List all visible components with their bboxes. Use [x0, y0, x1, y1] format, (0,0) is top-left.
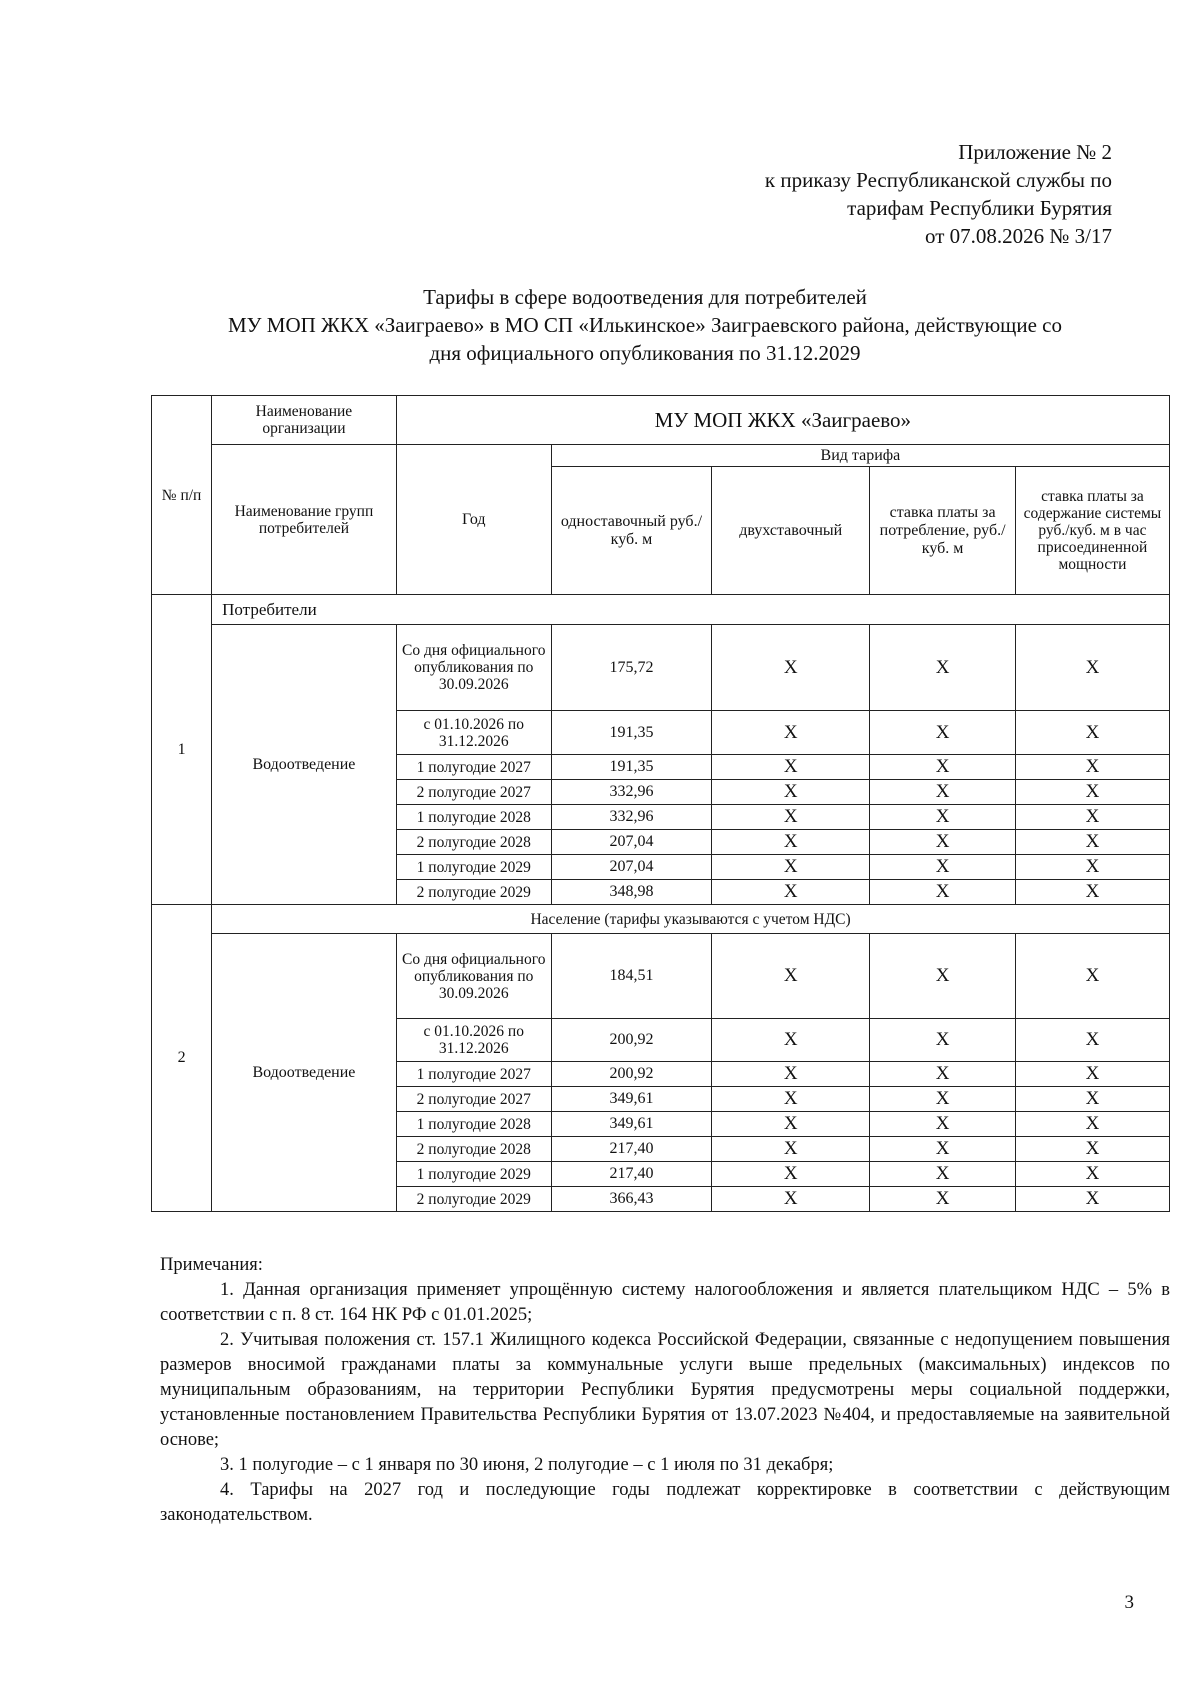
- two-rate-value: Х: [712, 1062, 870, 1087]
- consumption-rate-value: Х: [870, 855, 1016, 880]
- maintenance-rate-value: Х: [1015, 805, 1169, 830]
- period-cell: 2 полугодие 2027: [396, 1087, 551, 1112]
- consumption-rate-value: Х: [870, 880, 1016, 905]
- maintenance-rate-value: Х: [1015, 880, 1169, 905]
- one-rate-value: 200,92: [551, 1062, 711, 1087]
- appendix-header: [592, 138, 1112, 250]
- two-rate-value: Х: [712, 1162, 870, 1187]
- maintenance-rate-value: Х: [1015, 780, 1169, 805]
- maintenance-rate-value: Х: [1015, 625, 1169, 711]
- period-cell: 2 полугодие 2027: [396, 780, 551, 805]
- two-rate-value: Х: [712, 625, 870, 711]
- header-org-label: Наименование организации: [212, 396, 397, 445]
- note-item: 1. Данная организация применяет упрощённую систему налогообложения и является плательщиком НДС – 5% в соответствии с п. 8 ст. 164 НК РФ с 01.01.2025;: [160, 1280, 1170, 1325]
- header-one-rate: одноставочный руб./ куб. м: [551, 467, 711, 595]
- one-rate-value: 349,61: [551, 1087, 711, 1112]
- one-rate-value: 184,51: [551, 934, 711, 1019]
- maintenance-rate-value: Х: [1015, 1162, 1169, 1187]
- period-cell: с 01.10.2026 по 31.12.2026: [396, 711, 551, 755]
- appendix-line: от 07.08.2026 № 3/17: [924, 224, 1112, 248]
- document-title: [150, 283, 1140, 367]
- maintenance-rate-value: Х: [1015, 711, 1169, 755]
- one-rate-value: 332,96: [551, 780, 711, 805]
- service-name: Водоотведение: [212, 934, 397, 1212]
- header-two-rate: двухставочный: [712, 467, 870, 595]
- notes-heading: Примечания:: [160, 1255, 263, 1275]
- header-num: № п/п: [152, 396, 212, 595]
- two-rate-value: Х: [712, 805, 870, 830]
- period-cell: 1 полугодие 2027: [396, 755, 551, 780]
- period-cell: 1 полугодие 2028: [396, 805, 551, 830]
- one-rate-value: 217,40: [551, 1137, 711, 1162]
- two-rate-value: Х: [712, 830, 870, 855]
- maintenance-rate-value: Х: [1015, 1137, 1169, 1162]
- two-rate-value: Х: [712, 1137, 870, 1162]
- one-rate-value: 348,98: [551, 880, 711, 905]
- title-line: Тарифы в сфере водоотведения для потребителей: [423, 285, 867, 309]
- consumption-rate-value: Х: [870, 934, 1016, 1019]
- two-rate-value: Х: [712, 755, 870, 780]
- consumption-rate-value: Х: [870, 1062, 1016, 1087]
- one-rate-value: 349,61: [551, 1112, 711, 1137]
- page-number: 3: [1124, 1592, 1134, 1613]
- maintenance-rate-value: Х: [1015, 1062, 1169, 1087]
- two-rate-value: Х: [712, 780, 870, 805]
- period-cell: Со дня официального опубликования по 30.09.2026: [396, 934, 551, 1019]
- consumption-rate-value: Х: [870, 1112, 1016, 1137]
- two-rate-value: Х: [712, 1019, 870, 1062]
- title-line: дня официального опубликования по 31.12.2029: [429, 341, 861, 365]
- period-cell: Со дня официального опубликования по 30.09.2026: [396, 625, 551, 711]
- consumption-rate-value: Х: [870, 830, 1016, 855]
- maintenance-rate-value: Х: [1015, 934, 1169, 1019]
- one-rate-value: 191,35: [551, 755, 711, 780]
- consumption-rate-value: Х: [870, 755, 1016, 780]
- appendix-line: тарифам Республики Бурятия: [847, 196, 1112, 220]
- one-rate-value: 366,43: [551, 1187, 711, 1212]
- consumption-rate-value: Х: [870, 1137, 1016, 1162]
- two-rate-value: Х: [712, 711, 870, 755]
- two-rate-value: Х: [712, 934, 870, 1019]
- one-rate-value: 217,40: [551, 1162, 711, 1187]
- maintenance-rate-value: Х: [1015, 1019, 1169, 1062]
- consumption-rate-value: Х: [870, 1019, 1016, 1062]
- maintenance-rate-value: Х: [1015, 830, 1169, 855]
- two-rate-value: Х: [712, 855, 870, 880]
- group-label: Потребители: [212, 595, 1170, 625]
- tariff-table: [151, 395, 1170, 1212]
- header-maintenance-rate: ставка платы за содержание системы руб./куб. м в час присоединенной мощности: [1015, 467, 1169, 595]
- one-rate-value: 191,35: [551, 711, 711, 755]
- period-cell: 2 полугодие 2029: [396, 1187, 551, 1212]
- period-cell: 2 полугодие 2028: [396, 830, 551, 855]
- header-consumption-rate: ставка платы за потребление, руб./ куб. м: [870, 467, 1016, 595]
- period-cell: 2 полугодие 2028: [396, 1137, 551, 1162]
- note-item: 2. Учитывая положения ст. 157.1 Жилищного кодекса Российской Федерации, связанные с недопущением повышения размеров вносимой гражданами платы за коммунальные услуги выше предельных (максимальных) индексов по муниципальным образованиям, на территории Республики Бурятия предусмотрены меры социальной поддержки, установленные постановлением Правительства Республики Бурятия от 13.07.2023 №404, и предоставляемые на заявительной основе;: [160, 1330, 1170, 1450]
- consumption-rate-value: Х: [870, 1187, 1016, 1212]
- two-rate-value: Х: [712, 880, 870, 905]
- consumption-rate-value: Х: [870, 711, 1016, 755]
- header-year: Год: [396, 445, 551, 595]
- period-cell: 1 полугодие 2027: [396, 1062, 551, 1087]
- notes-section: [160, 1253, 1170, 1528]
- two-rate-value: Х: [712, 1087, 870, 1112]
- period-cell: с 01.10.2026 по 31.12.2026: [396, 1019, 551, 1062]
- appendix-line: Приложение № 2: [958, 140, 1112, 164]
- one-rate-value: 207,04: [551, 830, 711, 855]
- appendix-line: к приказу Республиканской службы по: [764, 168, 1112, 192]
- one-rate-value: 207,04: [551, 855, 711, 880]
- maintenance-rate-value: Х: [1015, 855, 1169, 880]
- service-name: Водоотведение: [212, 625, 397, 905]
- header-groups-label: Наименование групп потребителей: [212, 445, 397, 595]
- group-number: 1: [152, 595, 212, 905]
- maintenance-rate-value: Х: [1015, 755, 1169, 780]
- note-item: 4. Тарифы на 2027 год и последующие годы подлежат корректировке в соответствии с действующим законодательством.: [160, 1480, 1170, 1525]
- consumption-rate-value: Х: [870, 780, 1016, 805]
- maintenance-rate-value: Х: [1015, 1112, 1169, 1137]
- one-rate-value: 332,96: [551, 805, 711, 830]
- period-cell: 2 полугодие 2029: [396, 880, 551, 905]
- maintenance-rate-value: Х: [1015, 1087, 1169, 1112]
- one-rate-value: 175,72: [551, 625, 711, 711]
- two-rate-value: Х: [712, 1187, 870, 1212]
- group-label: Население (тарифы указываются с учетом НДС): [212, 905, 1170, 934]
- header-tariff-kind: Вид тарифа: [551, 445, 1169, 467]
- title-line: МУ МОП ЖКХ «Заиграево» в МО СП «Илькинское» Заиграевского района, действующие со: [228, 313, 1062, 337]
- period-cell: 1 полугодие 2029: [396, 1162, 551, 1187]
- consumption-rate-value: Х: [870, 805, 1016, 830]
- consumption-rate-value: Х: [870, 625, 1016, 711]
- two-rate-value: Х: [712, 1112, 870, 1137]
- period-cell: 1 полугодие 2028: [396, 1112, 551, 1137]
- note-item: 3. 1 полугодие – с 1 января по 30 июня, 2 полугодие – с 1 июля по 31 декабря;: [220, 1455, 834, 1475]
- maintenance-rate-value: Х: [1015, 1187, 1169, 1212]
- period-cell: 1 полугодие 2029: [396, 855, 551, 880]
- group-number: 2: [152, 905, 212, 1212]
- consumption-rate-value: Х: [870, 1087, 1016, 1112]
- consumption-rate-value: Х: [870, 1162, 1016, 1187]
- header-org-value: МУ МОП ЖКХ «Заиграево»: [396, 396, 1169, 445]
- one-rate-value: 200,92: [551, 1019, 711, 1062]
